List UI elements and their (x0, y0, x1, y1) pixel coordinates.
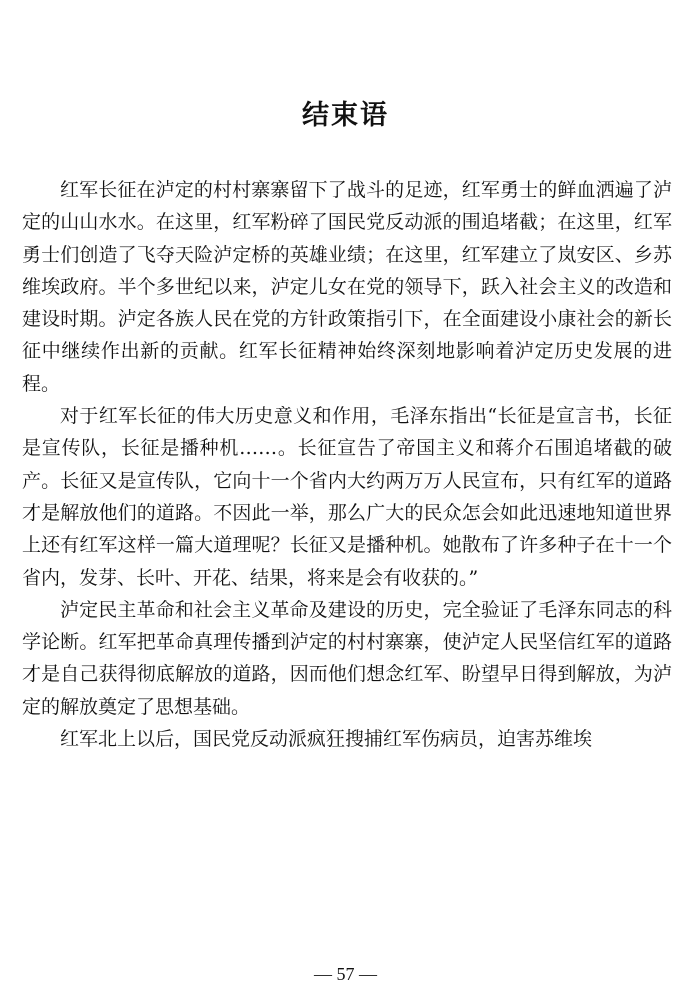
page-title: 结束语 (302, 100, 389, 131)
paragraph: 泸定民主革命和社会主义革命及建设的历史，完全验证了毛泽东同志的科学论断。红军把革命真理传播到泸定的村村寨寨，使泸定人民坚信红军的道路才是自己获得彻底解放的道路，因而他们想念红军、盼望早日得到解放，为泸定的解放奠定了思想基础。 (22, 598, 672, 718)
page-number: — 57 — (314, 964, 377, 984)
paragraph: 红军北上以后，国民党反动派疯狂搜捕红军伤病员，迫害苏维埃 (60, 728, 593, 751)
body-text (22, 174, 672, 755)
paragraph: 红军长征在泸定的村村寨寨留下了战斗的足迹，红军勇士的鲜血洒遍了泸定的山山水水。在这里，红军粉碎了国民党反动派的围追堵截；在这里，红军勇士们创造了飞夺天险泸定桥的英雄业绩；在这里，红军建立了岚安区、乡苏维埃政府。半个多世纪以来，泸定儿女在党的领导下，跃入社会主义的改造和建设时期。泸定各族人民在党的方针政策指引下，在全面建设小康社会的新长征中继续作出新的贡献。红军长征精神始终深刻地影响着泸定历史发展的进程。 (22, 179, 672, 395)
paragraph: 对于红军长征的伟大历史意义和作用，毛泽东指出“长征是宣言书，长征是宣传队，长征是播种机……。长征宣告了帝国主义和蒋介石围追堵截的破产。长征又是宣传队，它向十一个省内大约两万万人民宣布，只有红军的道路才是解放他们的道路。不因此一举，那么广大的民众怎会如此迅速地知道世界上还有红军这样一篇大道理呢？长征又是播种机。她散布了许多种子在十一个省内，发芽、长叶、开花、结果，将来是会有收获的。” (22, 405, 672, 589)
